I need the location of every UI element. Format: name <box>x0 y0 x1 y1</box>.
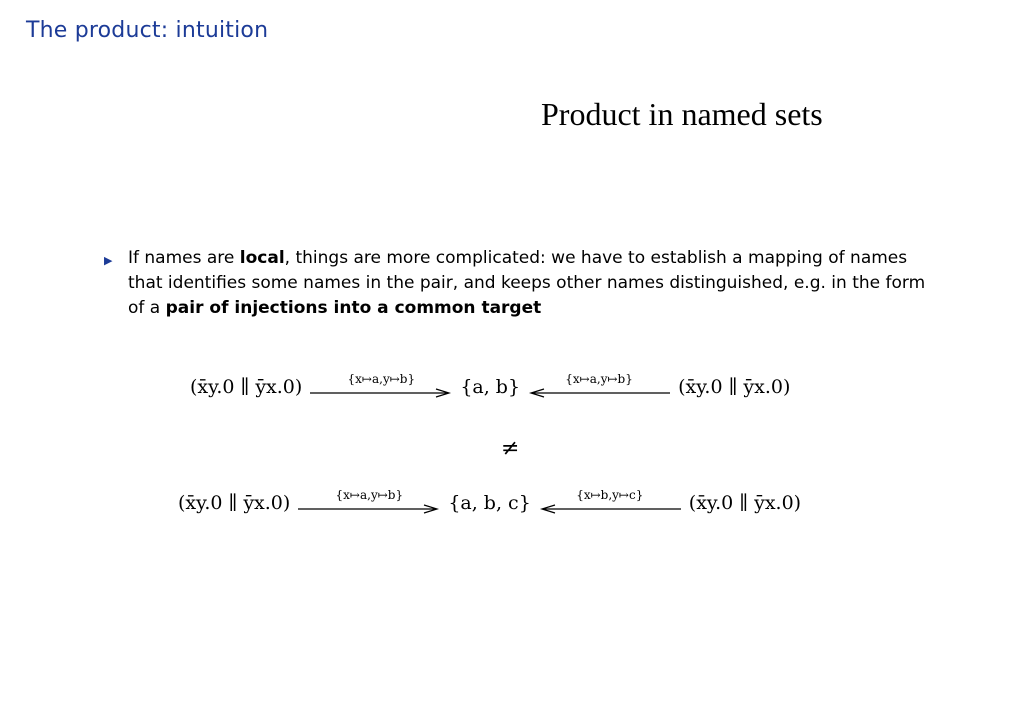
diagram-2-right-arrow-label: {x↦b,y↦c} <box>576 488 644 502</box>
left-arrow-icon <box>528 388 670 398</box>
diagram-2-right-term: (x̄y.0 ∥ ȳx.0) <box>688 492 802 514</box>
bullet-text-part2: , things are more complicated: we have to establish a mapping of names that identifies some names in the pair, and keeps other names distinguished, e.g. in the form of a <box>128 248 926 318</box>
diagram-1-right-term: (x̄y.0 ∥ ȳx.0) <box>678 376 791 398</box>
bullet-triangle-icon: ▶ <box>104 254 113 267</box>
diagram-2-left-arrow <box>298 488 440 514</box>
diagram-1-right-arrow-label: {x↦a,y↦b} <box>565 372 633 386</box>
diagram-2-left-term: (x̄y.0 ∥ ȳx.0) <box>178 492 291 514</box>
diagram-2-right-arrow <box>539 488 681 514</box>
left-arrow-icon <box>539 504 681 514</box>
bullet-bold-local: local <box>239 248 285 268</box>
diagram-1-left-arrow-label: {x↦a,y↦b} <box>347 372 416 386</box>
slide-subtitle: Product in named sets <box>541 96 823 132</box>
bullet-bold-injections: pair of injections into a common target <box>165 298 542 318</box>
bullet-text-part1: If names are <box>128 248 240 268</box>
bullet-item <box>104 246 934 321</box>
diagram-1-right-arrow <box>528 372 670 398</box>
bullet-text <box>128 246 934 321</box>
diagram-1-left-term: (x̄y.0 ∥ ȳx.0) <box>190 376 303 398</box>
diagram-2-left-arrow-label: {x↦a,y↦b} <box>335 488 404 502</box>
right-arrow-icon <box>298 504 440 514</box>
frame-title: The product: intuition <box>26 18 269 43</box>
diagram-1-left-arrow <box>310 372 452 398</box>
right-arrow-icon <box>310 388 452 398</box>
diagram-2-target: {a, b, c} <box>448 492 531 514</box>
not-equal-symbol: ≠ <box>501 436 520 461</box>
diagram-1-target: {a, b} <box>460 376 521 398</box>
